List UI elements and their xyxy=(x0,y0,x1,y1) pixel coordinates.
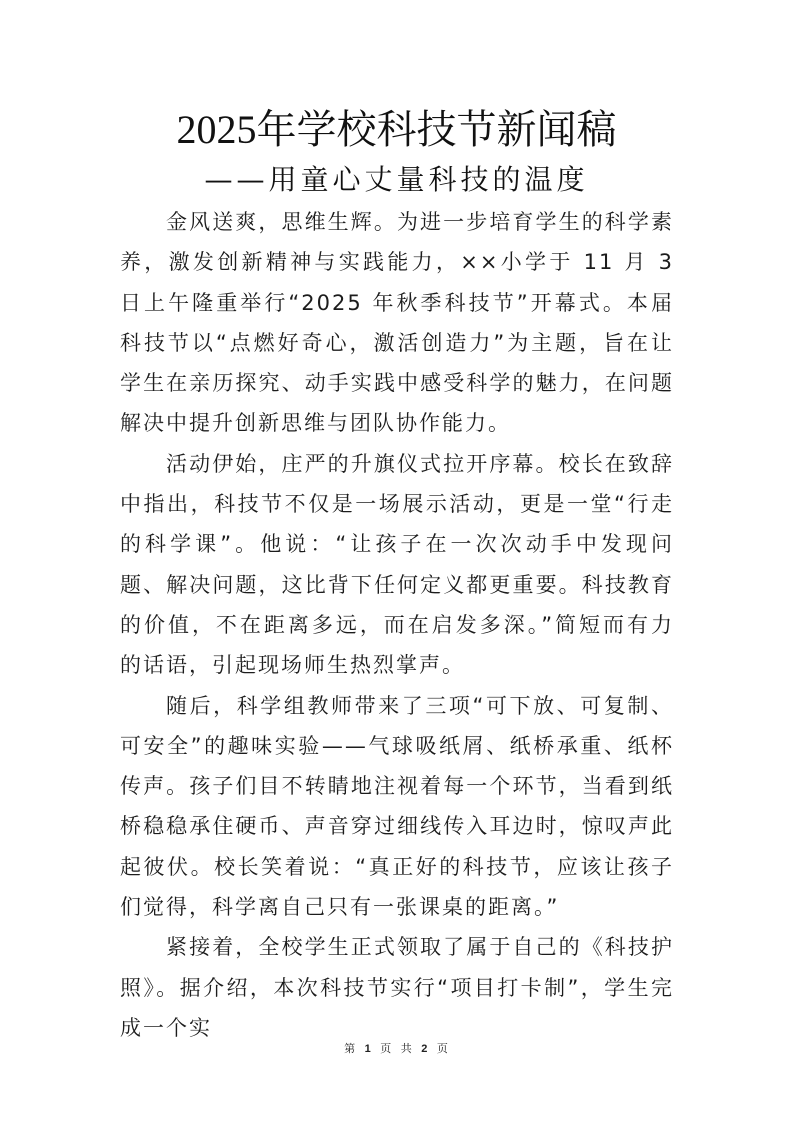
paragraph-experiments: 随后，科学组教师带来了三项“可下放、可复制、可安全”的趣味实验——气球吸纸屑、纸桥承重、纸杯传声。孩子们目不转睛地注视着每一个环节，当看到纸桥稳稳承住硬币、声音穿过细线传入耳边时，惊叹声此起彼伏。校长笑着说：“真正好的科技节，应该让孩子们觉得，科学离自己只有一张课桌的距离。” xyxy=(120,693,674,920)
footer-prefix: 第 xyxy=(344,1042,357,1055)
document-subtitle: ——用童心丈量科技的温度 xyxy=(204,163,589,196)
page-footer xyxy=(0,1041,793,1057)
current-page-number: 1 xyxy=(364,1043,372,1055)
footer-total-suffix: 页 xyxy=(436,1042,449,1055)
paragraph-opening: 金风送爽，思维生辉。为进一步培育学生的科学素养，激发创新精神与实践能力，××小学于 11 月 3 日上午隆重举行“2025 年秋季科技节”开幕式。本届科技节以“点燃好奇心，激活创造力”为主题，旨在让学生在亲历探究、动手实践中感受科学的魅力，在问题解决中提升创新思维与团队协作能力。 xyxy=(120,210,674,436)
document-body xyxy=(120,202,674,1048)
footer-page-word: 页 xyxy=(380,1042,393,1055)
paragraph-passport: 紧接着，全校学生正式领取了属于自己的《科技护照》。据介绍，本次科技节实行“项目打卡制”，学生完成一个实 xyxy=(120,935,674,1040)
footer-total-prefix: 共 xyxy=(400,1042,413,1055)
document-title: 2025年学校科技节新闻稿 xyxy=(176,107,617,152)
paragraph-ceremony: 活动伊始，庄严的升旗仪式拉开序幕。校长在致辞中指出，科技节不仅是一场展示活动，更是一堂“行走的科学课”。他说：“让孩子在一次次动手中发现问题、解决问题，这比背下任何定义都更重要。科技教育的价值，不在距离多远，而在启发多深。”简短而有力的话语，引起现场师生热烈掌声。 xyxy=(120,451,674,678)
total-pages-number: 2 xyxy=(421,1043,429,1055)
